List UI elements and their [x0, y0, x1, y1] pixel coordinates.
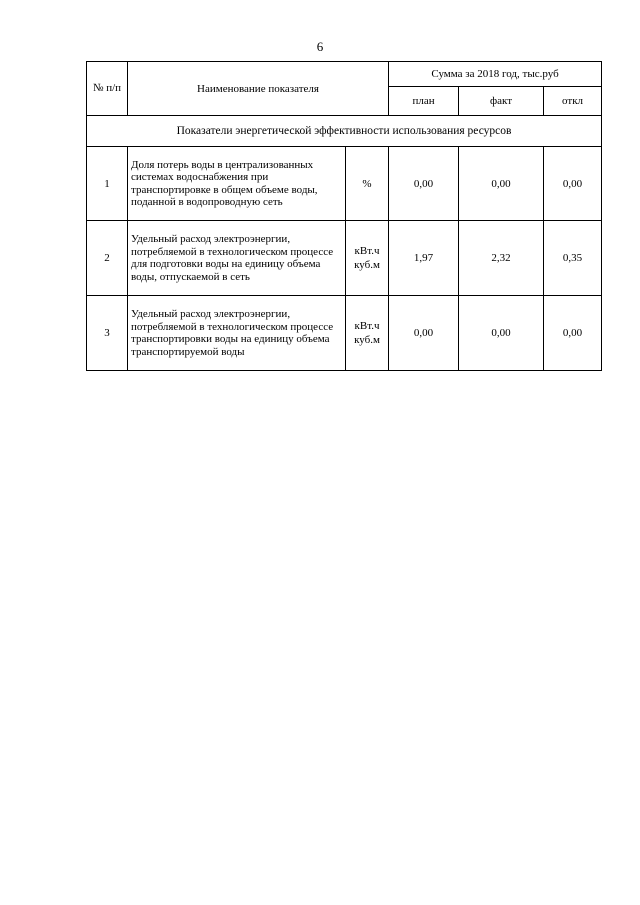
fact-value: 0,00	[459, 296, 544, 371]
unit-cell	[346, 221, 389, 296]
table-row	[87, 221, 602, 296]
indicator-name: Доля потерь воды в централизованных системах водоснабжения при транспортировке в общем объеме воды, поданной в водопроводную сеть	[128, 147, 346, 221]
header-deviation: откл	[544, 87, 602, 116]
table-row	[87, 296, 602, 371]
indicators-table	[86, 61, 602, 371]
unit-line-2: куб.м	[354, 259, 380, 271]
indicator-name: Удельный расход электроэнергии, потребляемой в технологическом процессе транспортировки воды на единицу объема транспортируемой воды	[128, 296, 346, 371]
row-number: 3	[87, 296, 128, 371]
header-fact: факт	[459, 87, 544, 116]
page-number: 6	[316, 39, 324, 54]
section-title: Показатели энергетической эффективности использования ресурсов	[87, 116, 602, 147]
unit-cell	[346, 296, 389, 371]
header-row-top	[87, 62, 602, 87]
header-num-col: № п/п	[87, 62, 128, 116]
deviation-value: 0,35	[544, 221, 602, 296]
row-number: 1	[87, 147, 128, 221]
fact-value: 0,00	[459, 147, 544, 221]
unit-line-1: %	[362, 177, 372, 190]
header-plan: план	[389, 87, 459, 116]
unit-line-1: кВт.ч	[354, 320, 380, 332]
indicator-name: Удельный расход электроэнергии, потребляемой в технологическом процессе для подготовки воды на единицу объема воды, отпускаемой в сеть	[128, 221, 346, 296]
plan-value: 0,00	[389, 296, 459, 371]
deviation-value: 0,00	[544, 147, 602, 221]
plan-value: 0,00	[389, 147, 459, 221]
section-row	[87, 116, 602, 147]
table-row	[87, 147, 602, 221]
deviation-value: 0,00	[544, 296, 602, 371]
row-number: 2	[87, 221, 128, 296]
unit-cell	[346, 147, 389, 221]
fact-value: 2,32	[459, 221, 544, 296]
plan-value: 1,97	[389, 221, 459, 296]
header-sum-group: Сумма за 2018 год, тыс.руб	[389, 62, 602, 87]
header-name-col: Наименование показателя	[128, 62, 389, 116]
unit-line-1: кВт.ч	[354, 245, 380, 257]
unit-line-2: куб.м	[354, 334, 380, 346]
